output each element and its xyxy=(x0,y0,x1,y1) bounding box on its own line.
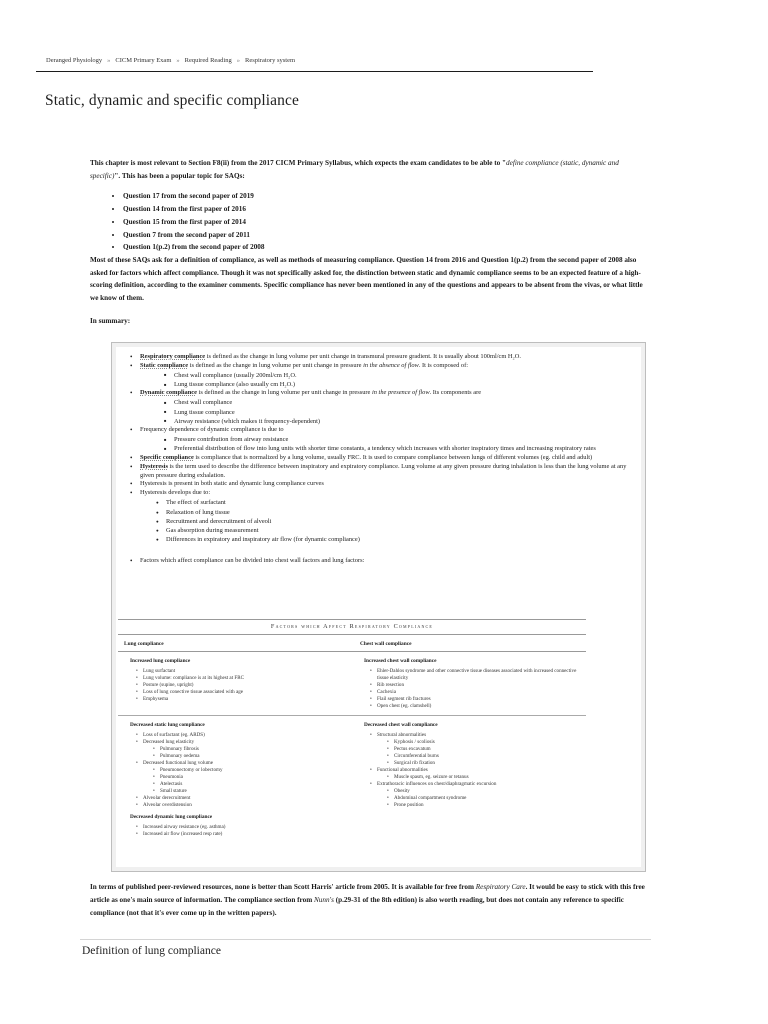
journal-link[interactable]: Respiratory Care xyxy=(475,883,526,891)
factor-list: • Ehler-Dahlos syndrome and other connective tissue diseases associated with increased connective tissue elasticity • Rib resection • Cachexia • Flail segment rib fractures • Open chest (eg. clamshell) xyxy=(352,668,586,709)
table-title: Factors which Affect Respiratory Compliance xyxy=(118,619,586,635)
cell-heading: Increased chest wall compliance xyxy=(364,658,437,664)
summary-list xyxy=(130,353,630,566)
term-dynamic-compliance[interactable]: Dynamic compliance xyxy=(140,389,197,397)
intro-text: This chapter is most relevant to Section F8(ii) from the 2017 CICM Primary Syllabus, which expects the exam candidates to be able to " xyxy=(90,159,507,167)
list-item: ● Gas absorption during measurement xyxy=(156,526,630,535)
header-divider xyxy=(36,71,593,72)
list-item: ● Recruitment and derecruitment of alveoli xyxy=(156,517,630,526)
column-header-chest-wall: Chest wall compliance xyxy=(360,641,412,647)
term-specific-compliance[interactable]: Specific compliance xyxy=(140,453,194,461)
summary-item: • Static compliance is defined as the change in lung volume per unit change in pressure in the absence of flow. It is composed of: ■ Chest wall compliance (usually 200ml/cm H₂O. ■ Lung tissue compliance (also usually cm H₂O.) xyxy=(130,362,630,390)
list-item: ■ Chest wall compliance (usually 200ml/cm H₂O. xyxy=(164,371,630,380)
list-item: ■ Pressure contribution from airway resistance xyxy=(164,435,630,444)
intro-section xyxy=(90,157,650,327)
summary-item: • Factors which affect compliance can be divided into chest wall factors and lung factors: xyxy=(130,557,630,566)
section-divider xyxy=(80,939,651,940)
cell-heading: Decreased chest wall compliance xyxy=(364,722,438,729)
static-components xyxy=(140,371,630,390)
frequency-dependence-list xyxy=(140,435,630,454)
summary-item: • Hysteresis is present in both static and dynamic lung compliance curves xyxy=(130,480,630,489)
hysteresis-causes xyxy=(140,498,630,544)
list-item: ● Differences in expiratory and inspiratory air flow (for dynamic compliance) xyxy=(156,535,630,544)
summary-item: • Frequency dependence of dynamic compliance is due to ■ Pressure contribution from airway resistance ■ Preferential distribution of flow into lung units with shorter time constants, a tendency which increases with shorter inspiratory times and increasing respiratory rates xyxy=(130,426,630,454)
breadcrumb-separator: » xyxy=(107,57,111,64)
list-item: ■ Chest wall compliance xyxy=(164,398,630,407)
factor-list: • Lung surfactant • Lung volume: compliance is at its highest at FRC • Posture (supine, upright) • Loss of lung conective tissue associated with age • Emphysema xyxy=(118,668,352,703)
breadcrumb-link-cicm[interactable]: CICM Primary Exam xyxy=(115,57,172,64)
breadcrumb-link-home[interactable]: Deranged Physiology xyxy=(46,57,103,64)
decreased-lung-cell xyxy=(118,716,352,838)
page-title: Static, dynamic and specific compliance xyxy=(45,92,299,109)
intro-text-end: ". This has been a popular topic for SAQs: xyxy=(114,171,245,180)
list-item: ■ Preferential distribution of flow into lung units with shorter time constants, a tendency which increases with shorter inspiratory times and increasing respiratory rates xyxy=(164,444,630,453)
column-header-lung: Lung compliance xyxy=(124,641,164,647)
question-item[interactable]: • Question 15 from the first paper of 2014 xyxy=(123,216,650,229)
question-item[interactable]: • Question 14 from the first paper of 2016 xyxy=(123,203,650,216)
summary-label: In summary: xyxy=(90,316,131,325)
table-row xyxy=(118,652,586,709)
summary-item: • Dynamic compliance is defined as the change in lung volume per unit change in pressure in the presence of flow. Its components are ■ Chest wall compliance ■ Lung tissue compliance ■ Airway resistance (which makes it frequency-dependent) xyxy=(130,389,630,426)
list-item: ■ Lung tissue compliance xyxy=(164,408,630,417)
term-static-compliance[interactable]: Static compliance xyxy=(140,361,189,369)
breadcrumb-link-respiratory[interactable]: Respiratory system xyxy=(245,57,296,64)
summary-item: • Hysteresis is the term used to describe the difference between inspiratory and expiratory compliance. Lung volume at any given pressure during inhalation is less than the lung volume at any given pressure during exhalation. xyxy=(130,463,630,481)
term-hysteresis[interactable]: Hysteresis xyxy=(140,462,168,470)
section-heading: Definition of lung compliance xyxy=(82,945,221,957)
factor-list: • Structural abnormalities • Kyphosis / scoliosis • Pectus excavatum • Circumferential burns • Surgical rib fixation • Functional abnormalities • Muscle spasm, eg. seizure or tetanus • Extrathoracic influences on chest/diaphragmatic excursion • Obesity • Abdominal compartment syndrome • Prone position xyxy=(352,732,586,808)
question-list xyxy=(90,190,650,254)
resources-paragraph: In terms of published peer-reviewed resources, none is better than Scott Harris' article from 2005. It is available for free from Respiratory Care. It would be easy to stick with this free article as one's main source of information. The compliance section from Nunn's (p.29-31 of the 8th edition) is also worth reading, but does not contain any reference to specific compliance (not that it's ever come up in the written papers). xyxy=(90,883,645,917)
question-item[interactable]: • Question 1(p.2) from the second paper of 2008 xyxy=(123,241,650,254)
breadcrumb-separator: » xyxy=(236,57,240,64)
factor-list: • Increased airway resistance (eg. asthma) • Increased air flow (increased resp rate) xyxy=(118,824,352,838)
question-item[interactable]: • Question 7 from the second paper of 2011 xyxy=(123,229,650,242)
factors-table xyxy=(118,619,586,838)
question-item[interactable]: • Question 17 from the second paper of 2019 xyxy=(123,190,650,203)
summary-box xyxy=(111,342,646,872)
cell-heading: Increased lung compliance xyxy=(130,658,191,664)
table-header-row xyxy=(118,635,586,652)
breadcrumb-separator: » xyxy=(176,57,180,64)
term-respiratory-compliance[interactable]: Respiratory compliance xyxy=(140,353,206,360)
list-item: ■ Lung tissue compliance (also usually cm H₂O.) xyxy=(164,380,630,389)
breadcrumb xyxy=(46,57,295,64)
summary-item: • Specific compliance is compliance that is normalized by a lung volume, usually FRC. It is used to compare compliance between lungs of different volumes (eg. child and adult) xyxy=(130,454,630,463)
cell-heading: Decreased static lung compliance xyxy=(130,722,205,729)
list-item: ● Relaxation of lung tissue xyxy=(156,508,630,517)
breadcrumb-link-required-reading[interactable]: Required Reading xyxy=(184,57,232,64)
list-item: ● The effect of surfactant xyxy=(156,498,630,507)
increased-chest-cell xyxy=(352,652,586,709)
decreased-chest-cell xyxy=(352,716,586,838)
list-item: ■ Airway resistance (which makes it frequency-dependent) xyxy=(164,417,630,426)
summary-item: • Hysteresis develops due to: ● The effect of surfactant ● Relaxation of lung tissue ● Recruitment and derecruitment of alveoli ● Gas absorption during measurement ● Differences in expiratory and inspiratory air flow (for dynamic compliance) xyxy=(130,489,630,544)
cell-heading: Decreased dynamic lung compliance xyxy=(130,814,213,821)
increased-lung-cell xyxy=(118,652,352,709)
summary-item: • Respiratory compliance is defined as the change in lung volume per unit change in transmural pressure gradient. It is usually about 100ml/cm H₂O. xyxy=(130,353,630,362)
factor-list: • Loss of surfactant (eg. ARDS) • Decreased lung elasticity • Pulmonary fibrosis • Pulmonary oedema • Decreased functional lung volume • Pneumonectomy or lobectomy • Pneumonia • Atelectasis • Small stature • Alveolar derecruitment • Alveolar overdistension xyxy=(118,732,352,808)
intro-emphasis: define compliance (static, dynamic and specific) xyxy=(90,159,619,180)
table-row xyxy=(118,716,586,838)
overview-paragraph: Most of these SAQs ask for a definition of compliance, as well as methods of measuring compliance. Question 14 from 2016 and Question 1(p.2) from the second paper of 2008 also asked for factors which affect compliance. Though it was not specifically asked for, the distinction between static and dynamic compliance seems to be an expected feature of a high-scoring definition, according to the examiner comments. Specific compliance has never been mentioned in any of the questions and appears to be absent from the vivas, or what little we know of them. xyxy=(90,256,643,302)
intro-paragraph xyxy=(90,157,650,182)
dynamic-components xyxy=(140,398,630,426)
